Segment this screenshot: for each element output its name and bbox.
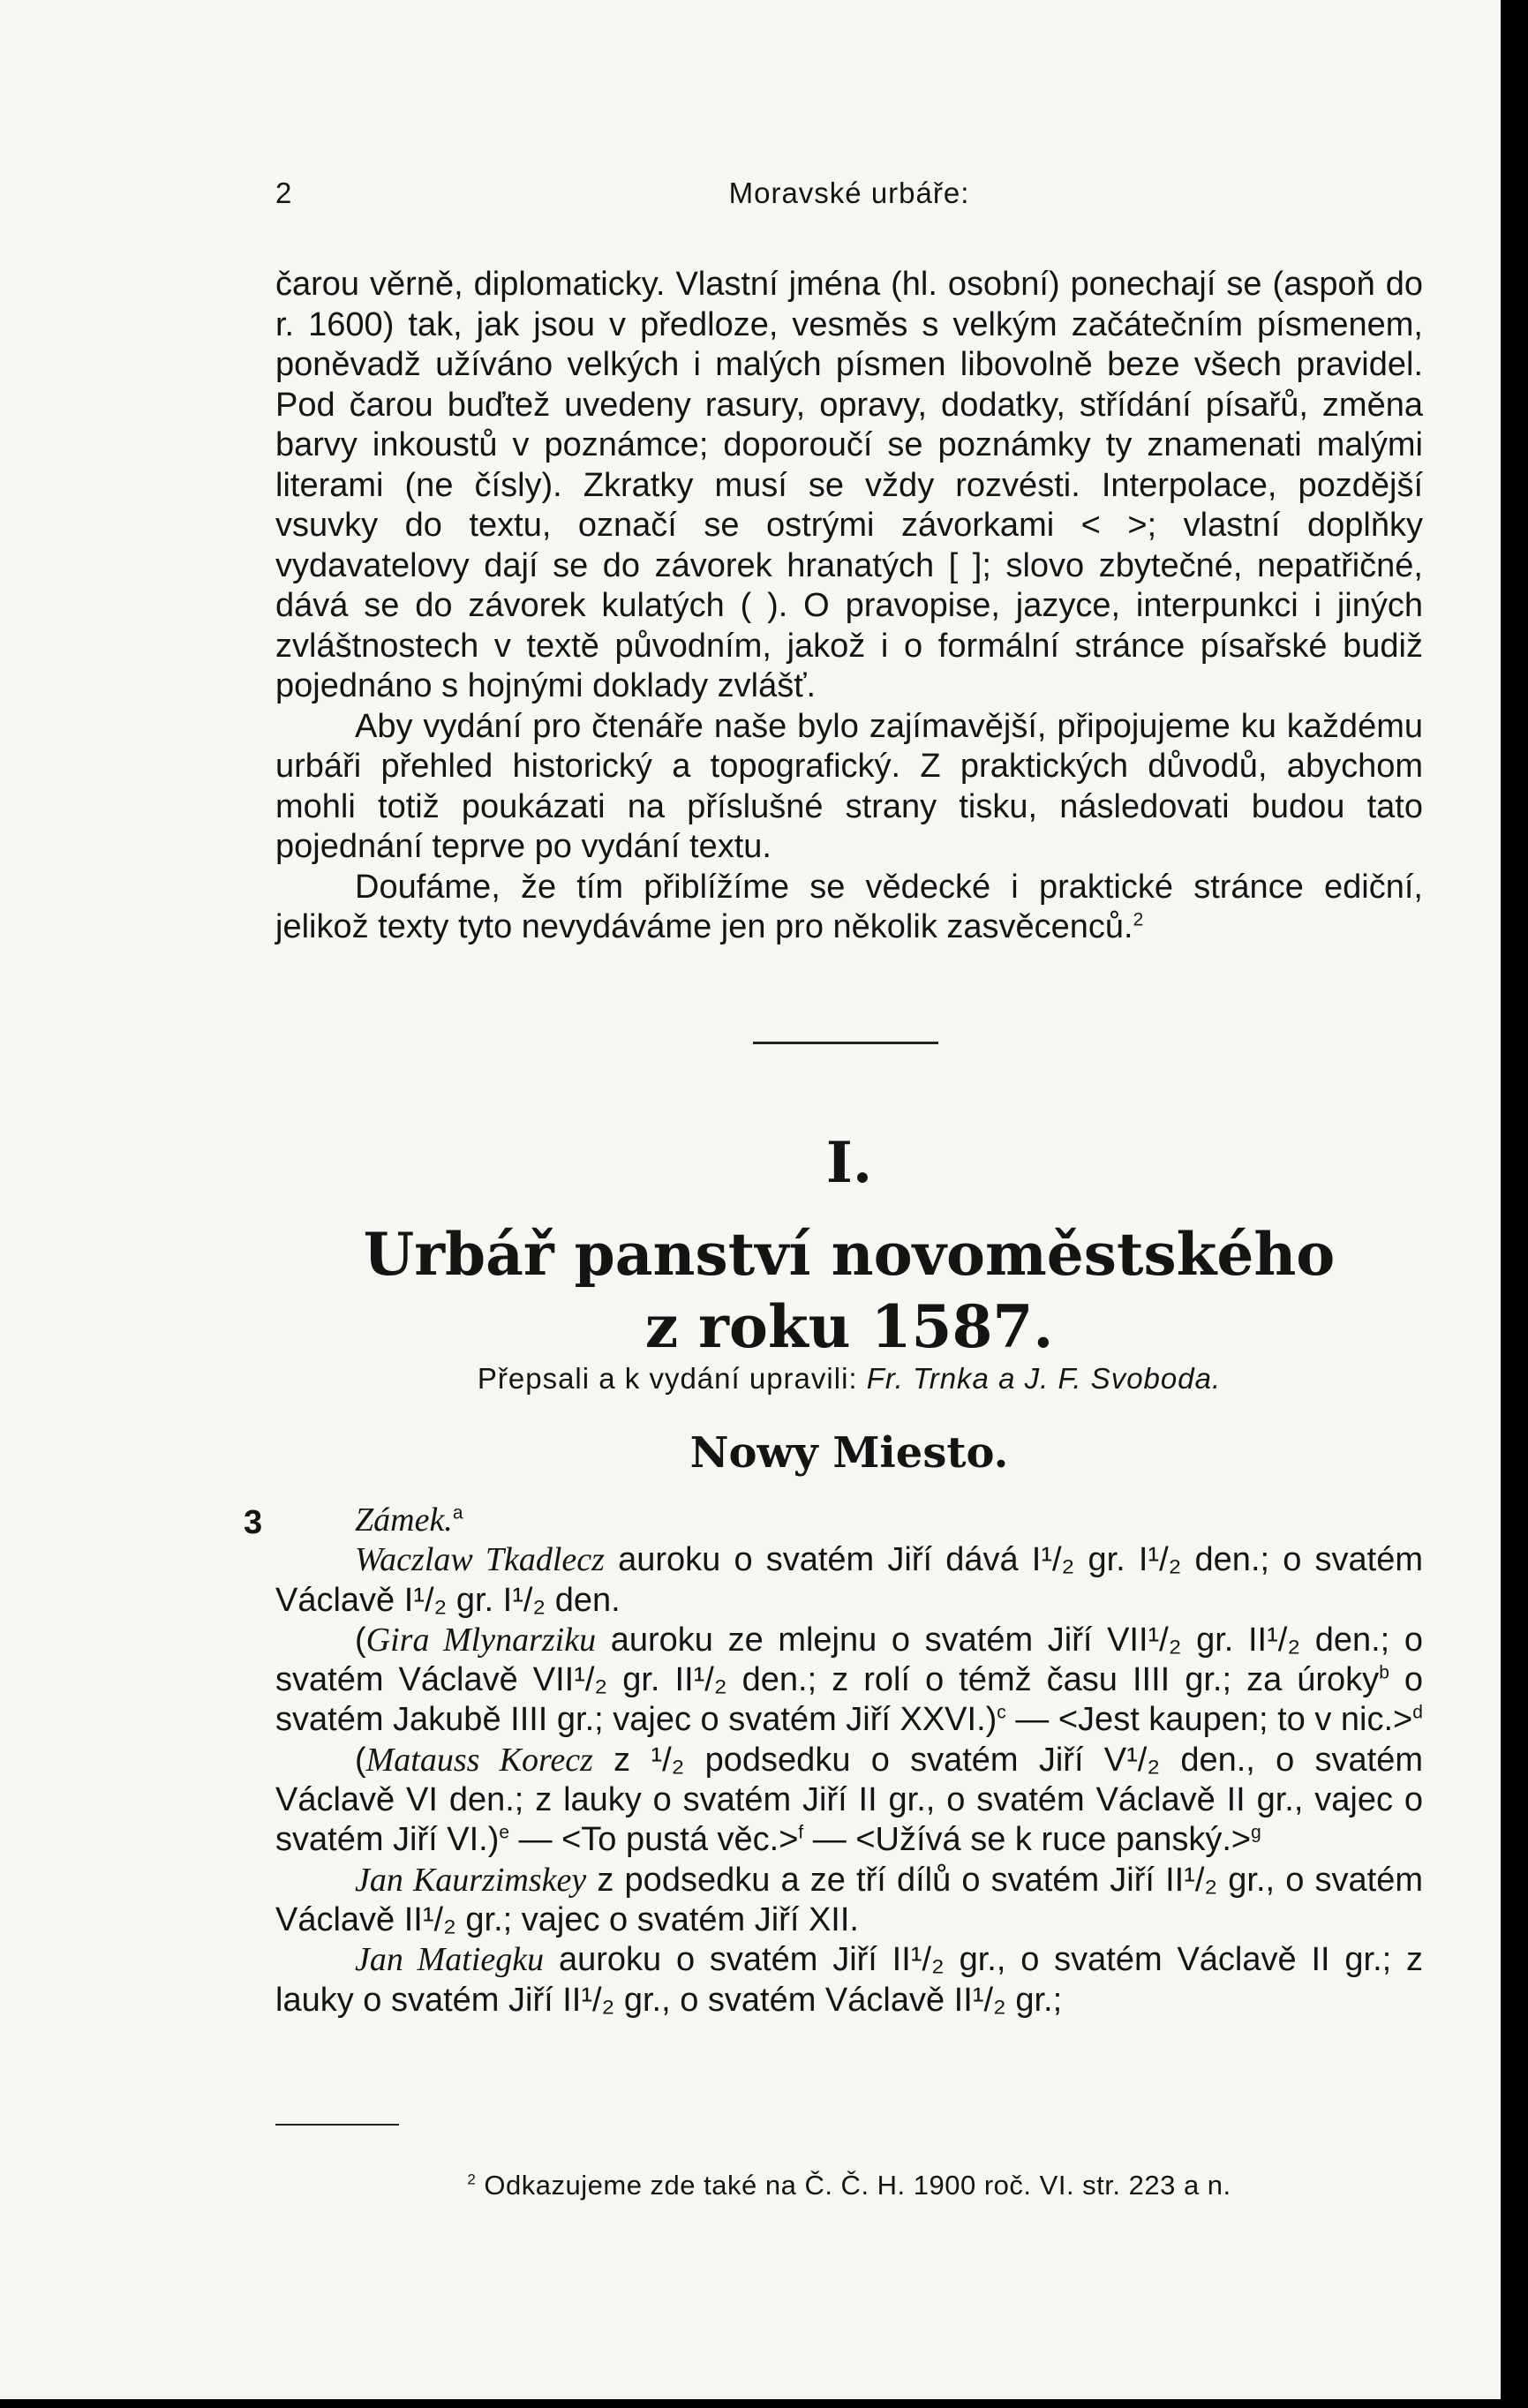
urbar-entries [275, 1501, 1423, 2020]
intro-paragraph-2: Aby vydání pro čtenáře naše bylo zajímavější, připojujeme ku každému urbáři přehled historický a topografický. Z praktických důvodů, abychom mohli totiž poukázati na příslušné strany tisku, následovati budou tato pojednání teprve po vydání textu. [275, 707, 1423, 865]
intro-paragraph-3-text: Doufáme, že tím přiblížíme se vědecké i praktické stránce ediční, jelikož texty tyto nevydáváme jen pro několik zasvěcenců. [275, 868, 1423, 945]
entry-2 [275, 1621, 1423, 1741]
transcribers: Fr. Trnka a J. F. Svoboda. [866, 1362, 1222, 1395]
note-c: c [997, 1702, 1006, 1723]
entry-5 [275, 1940, 1423, 2020]
note-e: e [499, 1822, 509, 1843]
entry-1 [275, 1540, 1423, 1621]
entry-2-name: Gira Mlynarziku [365, 1621, 597, 1659]
footnote [275, 2170, 1423, 2201]
section-title-line-1: Urbář panství novoměstského [363, 1220, 1336, 1289]
entry-3-text-3: — <Užívá se k ruce panský.> [803, 1821, 1252, 1859]
entry-2-text: auroku ze mlejnu o svatém Jiří VII¹/₂ gr. II¹/₂ den.; o svatém Václavě VII¹/₂ gr. II¹/₂ den.; z rolí o témž času IIII gr.; za úroky [275, 1621, 1423, 1699]
entry-2-text-2: o svatém Jakubě IIII gr.; vajec o svatém Jiří XXVI.) [275, 1661, 1423, 1739]
running-title: Moravské urbáře: [728, 177, 970, 209]
note-f: f [798, 1822, 804, 1843]
intro-text [275, 265, 1423, 948]
footnote-rule [275, 2124, 399, 2126]
intro-paragraph-1: čarou věrně, diplomaticky. Vlastní jména (hl. osobní) ponechají se (aspoň do r. 1600) tak, jak jsou v předloze, vesměs s velkým začátečním písmenem, poněvadž užíváno velkých i malých písmen libovolně beze všech pravidel. Pod čarou buďtež uvedeny rasury, opravy, dodatky, střídání písařů, změna barvy inkoustů v poznámce; doporoučí se poznámky ty znamenati malými literami (ne čísly). Zkratky musí se vždy rozvésti. Interpolace, pozdější vsuvky do textu, označí se ostrými závorkami < >; vlastní doplňky vydavatelovy dají se do závorek hranatých [ ]; slovo zbytečné, nepatřičné, dává se do závorek kulatých ( ). O pravopise, jazyce, interpunkci i jiných zvláštnostech v textě původním, jakož i o formální stránce písařské budiž pojednáno s hojnými doklady zvlášť. [275, 266, 1423, 704]
footnote-ref-2: 2 [1133, 909, 1144, 930]
note-a: a [452, 1502, 463, 1524]
section-divider [753, 1042, 938, 1044]
note-g: g [1251, 1822, 1261, 1843]
entry-zamek [275, 1501, 1423, 1540]
entry-4-name: Jan Kaurzimskey [355, 1861, 587, 1899]
transcription-credit [275, 1362, 1423, 1396]
note-b: b [1379, 1662, 1389, 1683]
entry-2-paren: ( [355, 1621, 366, 1659]
entry-4-text: z podsedku a ze tří dílů o svatém Jiří II¹/₂ gr., o svatém Václavě II¹/₂ gr.; vajec o svatém Jiří XII. [275, 1861, 1423, 1938]
footnote-mark: 2 [467, 2171, 477, 2188]
entry-2-text-3: — <Jest kaupen; to v nic.> [1005, 1701, 1413, 1739]
intro-paragraph-3 [275, 868, 1423, 948]
page-number: 2 [275, 177, 292, 209]
zamek-heading: Zámek. [355, 1501, 453, 1539]
section-number: I. [825, 1130, 873, 1196]
entry-3-name: Matauss Korecz [365, 1741, 593, 1779]
entry-1-text: auroku o svatém Jiří dává I¹/₂ gr. I¹/₂ den.; o svatém Václavě I¹/₂ gr. I¹/₂ den. [275, 1541, 1423, 1619]
entry-1-name: Waczlaw Tkadlecz [355, 1541, 605, 1579]
entry-5-name: Jan Matiegku [355, 1941, 545, 1979]
entry-3-paren: ( [355, 1741, 366, 1779]
entry-3 [275, 1741, 1423, 1861]
section-title-line-2: z roku 1587. [644, 1292, 1054, 1361]
entry-5-text: auroku o svatém Jiří II¹/₂ gr., o svatém Václavě II gr.; z lauky o svatém Jiří II¹/₂ gr., o svatém Václavě II¹/₂ gr.; [275, 1941, 1423, 2019]
place-heading: Nowy Miesto. [689, 1428, 1009, 1478]
running-header [275, 177, 1423, 230]
folio-number: 3 [244, 1504, 263, 1541]
transcribed-label: Přepsali a k vydání upravili: [477, 1362, 858, 1395]
entry-4 [275, 1861, 1423, 1941]
note-d: d [1412, 1702, 1423, 1723]
section-title [275, 1218, 1423, 1363]
entry-3-text-2: — <To pustá věc.> [509, 1821, 799, 1859]
entry-3-text: z ¹/₂ podsedku o svatém Jiří V¹/₂ den., o svatém Václavě VI den.; z lauky o svatém Jiří II gr., o svatém Václavě II gr., vajec o svatém Jiří VI.) [275, 1741, 1423, 1859]
footnote-text: Odkazujeme zde také na Č. Č. H. 1900 roč. VI. str. 223 a n. [476, 2170, 1231, 2201]
